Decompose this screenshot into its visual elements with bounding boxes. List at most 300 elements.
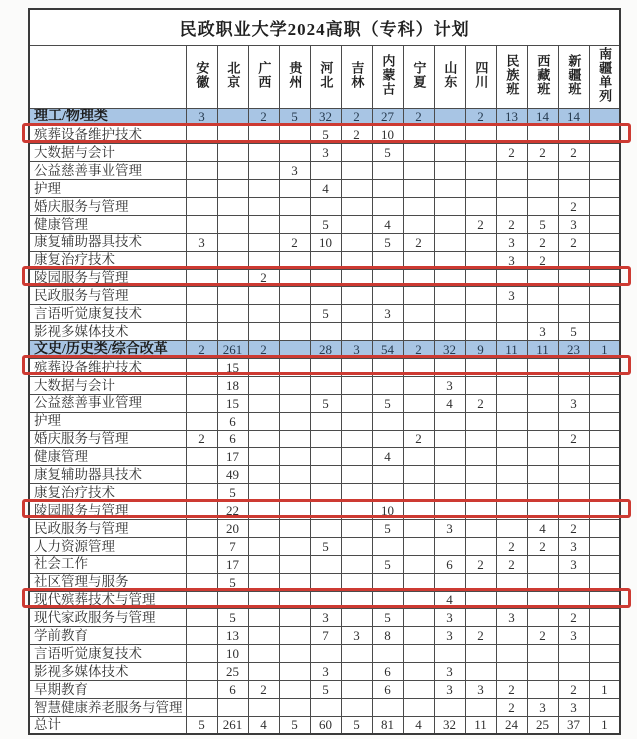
- column-header-label: 西藏班: [535, 53, 551, 96]
- value-cell: [217, 323, 248, 341]
- value-cell: [279, 144, 310, 162]
- corner-cell: [29, 45, 186, 108]
- column-header-4: [279, 45, 310, 108]
- value-cell: 6: [217, 681, 248, 699]
- value-cell: [403, 126, 434, 144]
- value-cell: [279, 537, 310, 555]
- value-cell: [248, 519, 279, 537]
- column-header-10: [465, 45, 496, 108]
- value-cell: [434, 305, 465, 323]
- row-label: 民政服务与管理: [29, 519, 186, 537]
- value-cell: [248, 358, 279, 376]
- value-cell: 3: [558, 394, 589, 412]
- value-cell: [372, 251, 403, 269]
- row-label: 言语听觉康复技术: [29, 645, 186, 663]
- value-cell: [341, 502, 372, 520]
- column-header-label: 南疆单列: [597, 46, 613, 103]
- value-cell: [248, 126, 279, 144]
- value-cell: [589, 484, 620, 502]
- value-cell: [341, 197, 372, 215]
- value-cell: 2: [465, 627, 496, 645]
- value-cell: 2: [496, 215, 527, 233]
- value-cell: 8: [372, 627, 403, 645]
- value-cell: [372, 698, 403, 716]
- value-cell: [372, 323, 403, 341]
- value-cell: [434, 698, 465, 716]
- value-cell: [248, 215, 279, 233]
- column-header-label: 广西: [256, 60, 272, 89]
- table-row: [29, 502, 620, 520]
- value-cell: 2: [558, 609, 589, 627]
- column-header-label: 民族班: [504, 53, 520, 96]
- value-cell: [310, 287, 341, 305]
- value-cell: 7: [310, 627, 341, 645]
- value-cell: 5: [279, 108, 310, 126]
- value-cell: [217, 591, 248, 609]
- value-cell: 18: [217, 376, 248, 394]
- value-cell: [558, 484, 589, 502]
- value-cell: [496, 394, 527, 412]
- value-cell: [279, 305, 310, 323]
- value-cell: [217, 108, 248, 126]
- value-cell: 3: [279, 162, 310, 180]
- row-label: 康复治疗技术: [29, 251, 186, 269]
- row-label: 大数据与会计: [29, 144, 186, 162]
- value-cell: [558, 502, 589, 520]
- value-cell: [434, 502, 465, 520]
- value-cell: 2: [558, 144, 589, 162]
- column-header-2: [217, 45, 248, 108]
- value-cell: [248, 430, 279, 448]
- table-row: [29, 681, 620, 699]
- row-label: 影视多媒体技术: [29, 323, 186, 341]
- value-cell: [465, 502, 496, 520]
- value-cell: [403, 519, 434, 537]
- value-cell: [341, 394, 372, 412]
- column-header-row: [29, 45, 620, 108]
- value-cell: 3: [496, 287, 527, 305]
- value-cell: [310, 430, 341, 448]
- value-cell: 3: [434, 681, 465, 699]
- value-cell: [186, 197, 217, 215]
- row-label: 护理: [29, 412, 186, 430]
- column-header-label: 山东: [442, 60, 458, 89]
- value-cell: [558, 448, 589, 466]
- total-row: [29, 716, 620, 734]
- value-cell: 60: [310, 716, 341, 734]
- value-cell: [372, 269, 403, 287]
- value-cell: [279, 341, 310, 359]
- value-cell: [465, 645, 496, 663]
- value-cell: [186, 323, 217, 341]
- value-cell: 5: [186, 716, 217, 734]
- value-cell: [341, 287, 372, 305]
- value-cell: 2: [248, 341, 279, 359]
- value-cell: [496, 376, 527, 394]
- row-label: 陵园服务与管理: [29, 502, 186, 520]
- value-cell: 2: [527, 251, 558, 269]
- value-cell: 6: [434, 555, 465, 573]
- value-cell: 3: [186, 233, 217, 251]
- value-cell: [465, 412, 496, 430]
- value-cell: [465, 484, 496, 502]
- value-cell: [434, 412, 465, 430]
- value-cell: [558, 305, 589, 323]
- value-cell: [465, 358, 496, 376]
- column-header-7: [372, 45, 403, 108]
- value-cell: [310, 484, 341, 502]
- column-header-8: [403, 45, 434, 108]
- value-cell: 2: [248, 108, 279, 126]
- value-cell: 5: [372, 519, 403, 537]
- value-cell: [589, 591, 620, 609]
- value-cell: 2: [496, 698, 527, 716]
- value-cell: [496, 162, 527, 180]
- value-cell: [465, 162, 496, 180]
- value-cell: [496, 591, 527, 609]
- value-cell: 3: [496, 233, 527, 251]
- value-cell: 10: [217, 645, 248, 663]
- value-cell: [310, 251, 341, 269]
- value-cell: [496, 627, 527, 645]
- value-cell: [465, 233, 496, 251]
- value-cell: 13: [217, 627, 248, 645]
- value-cell: [248, 555, 279, 573]
- value-cell: [589, 126, 620, 144]
- column-header-12: [527, 45, 558, 108]
- value-cell: 24: [496, 716, 527, 734]
- table-row: [29, 126, 620, 144]
- value-cell: [465, 430, 496, 448]
- value-cell: 3: [434, 609, 465, 627]
- value-cell: [527, 412, 558, 430]
- value-cell: [341, 466, 372, 484]
- table-row: [29, 412, 620, 430]
- value-cell: 3: [558, 537, 589, 555]
- value-cell: 2: [186, 341, 217, 359]
- table-wrapper: [28, 8, 621, 735]
- value-cell: 81: [372, 716, 403, 734]
- value-cell: [217, 287, 248, 305]
- value-cell: [558, 466, 589, 484]
- table-row: [29, 323, 620, 341]
- value-cell: 13: [496, 108, 527, 126]
- value-cell: [527, 663, 558, 681]
- row-label: 婚庆服务与管理: [29, 430, 186, 448]
- value-cell: [279, 609, 310, 627]
- value-cell: [248, 466, 279, 484]
- table-body: [29, 108, 620, 734]
- value-cell: [465, 448, 496, 466]
- value-cell: [496, 519, 527, 537]
- value-cell: [434, 484, 465, 502]
- value-cell: [341, 412, 372, 430]
- row-label: 康复辅助器具技术: [29, 466, 186, 484]
- value-cell: [403, 609, 434, 627]
- value-cell: [248, 591, 279, 609]
- row-label: 殡葬设备维护技术: [29, 126, 186, 144]
- value-cell: [527, 609, 558, 627]
- column-header-11: [496, 45, 527, 108]
- value-cell: 2: [558, 197, 589, 215]
- value-cell: [434, 448, 465, 466]
- value-cell: 4: [434, 394, 465, 412]
- value-cell: 3: [310, 663, 341, 681]
- value-cell: [589, 412, 620, 430]
- value-cell: 54: [372, 341, 403, 359]
- value-cell: [403, 394, 434, 412]
- value-cell: [217, 233, 248, 251]
- value-cell: [589, 305, 620, 323]
- value-cell: [434, 162, 465, 180]
- column-header-label: 安徽: [194, 60, 210, 89]
- value-cell: 6: [217, 430, 248, 448]
- value-cell: [403, 663, 434, 681]
- value-cell: [341, 537, 372, 555]
- value-cell: [186, 162, 217, 180]
- value-cell: 2: [527, 233, 558, 251]
- table-row: [29, 663, 620, 681]
- value-cell: [279, 519, 310, 537]
- value-cell: [186, 251, 217, 269]
- table-row: [29, 609, 620, 627]
- value-cell: [310, 573, 341, 591]
- value-cell: 261: [217, 716, 248, 734]
- row-label: 康复辅助器具技术: [29, 233, 186, 251]
- value-cell: [558, 358, 589, 376]
- value-cell: [465, 197, 496, 215]
- value-cell: 2: [248, 269, 279, 287]
- value-cell: [279, 323, 310, 341]
- value-cell: [248, 287, 279, 305]
- value-cell: 5: [372, 144, 403, 162]
- value-cell: [186, 663, 217, 681]
- table-row: [29, 698, 620, 716]
- value-cell: 1: [589, 341, 620, 359]
- value-cell: [372, 573, 403, 591]
- value-cell: [434, 180, 465, 198]
- value-cell: [527, 484, 558, 502]
- value-cell: [496, 430, 527, 448]
- value-cell: 5: [310, 394, 341, 412]
- value-cell: 3: [434, 663, 465, 681]
- value-cell: [186, 466, 217, 484]
- value-cell: [434, 466, 465, 484]
- value-cell: 32: [434, 341, 465, 359]
- value-cell: [372, 430, 403, 448]
- value-cell: [248, 698, 279, 716]
- value-cell: 10: [372, 126, 403, 144]
- value-cell: [186, 412, 217, 430]
- value-cell: 3: [496, 251, 527, 269]
- value-cell: [589, 448, 620, 466]
- value-cell: [496, 323, 527, 341]
- value-cell: [248, 323, 279, 341]
- value-cell: [558, 162, 589, 180]
- value-cell: [434, 251, 465, 269]
- value-cell: [465, 698, 496, 716]
- value-cell: [465, 609, 496, 627]
- value-cell: 2: [496, 555, 527, 573]
- value-cell: 25: [217, 663, 248, 681]
- value-cell: 4: [310, 180, 341, 198]
- value-cell: [279, 698, 310, 716]
- value-cell: [372, 412, 403, 430]
- row-label: 理工/物理类: [29, 108, 186, 126]
- value-cell: [558, 573, 589, 591]
- value-cell: 2: [403, 108, 434, 126]
- value-cell: [310, 519, 341, 537]
- value-cell: [310, 358, 341, 376]
- value-cell: [403, 681, 434, 699]
- value-cell: [341, 681, 372, 699]
- value-cell: [372, 162, 403, 180]
- value-cell: [589, 215, 620, 233]
- value-cell: [341, 430, 372, 448]
- table-row: [29, 376, 620, 394]
- value-cell: [279, 412, 310, 430]
- value-cell: 14: [558, 108, 589, 126]
- value-cell: [372, 466, 403, 484]
- value-cell: [558, 251, 589, 269]
- value-cell: [496, 358, 527, 376]
- value-cell: [403, 197, 434, 215]
- value-cell: [279, 502, 310, 520]
- value-cell: [403, 180, 434, 198]
- value-cell: [310, 466, 341, 484]
- value-cell: [372, 645, 403, 663]
- value-cell: 5: [217, 573, 248, 591]
- value-cell: 1: [589, 681, 620, 699]
- value-cell: [527, 376, 558, 394]
- value-cell: [589, 537, 620, 555]
- value-cell: [527, 645, 558, 663]
- value-cell: [558, 663, 589, 681]
- value-cell: [341, 645, 372, 663]
- value-cell: [217, 269, 248, 287]
- row-label: 早期教育: [29, 681, 186, 699]
- value-cell: [248, 448, 279, 466]
- value-cell: [310, 555, 341, 573]
- value-cell: [434, 537, 465, 555]
- value-cell: [465, 376, 496, 394]
- value-cell: [279, 484, 310, 502]
- value-cell: [589, 555, 620, 573]
- value-cell: [248, 609, 279, 627]
- column-header-label: 河北: [318, 60, 334, 89]
- row-label: 健康管理: [29, 448, 186, 466]
- value-cell: [310, 323, 341, 341]
- value-cell: [496, 573, 527, 591]
- value-cell: [341, 144, 372, 162]
- value-cell: 5: [527, 215, 558, 233]
- value-cell: [527, 287, 558, 305]
- value-cell: [496, 126, 527, 144]
- value-cell: 3: [434, 627, 465, 645]
- column-header-label: 新疆班: [566, 53, 582, 96]
- value-cell: [186, 573, 217, 591]
- value-cell: [496, 466, 527, 484]
- value-cell: [186, 591, 217, 609]
- value-cell: [527, 126, 558, 144]
- value-cell: [310, 376, 341, 394]
- value-cell: [341, 698, 372, 716]
- value-cell: [279, 663, 310, 681]
- value-cell: [434, 233, 465, 251]
- value-cell: [186, 448, 217, 466]
- value-cell: 4: [527, 519, 558, 537]
- value-cell: [558, 287, 589, 305]
- row-label: 言语听觉康复技术: [29, 305, 186, 323]
- value-cell: [217, 197, 248, 215]
- value-cell: [217, 126, 248, 144]
- row-label: 民政服务与管理: [29, 287, 186, 305]
- value-cell: 49: [217, 466, 248, 484]
- value-cell: 2: [279, 233, 310, 251]
- value-cell: 3: [341, 341, 372, 359]
- value-cell: 37: [558, 716, 589, 734]
- value-cell: 3: [558, 215, 589, 233]
- value-cell: 3: [372, 305, 403, 323]
- value-cell: [186, 627, 217, 645]
- value-cell: 5: [372, 233, 403, 251]
- value-cell: [186, 305, 217, 323]
- value-cell: 4: [248, 716, 279, 734]
- value-cell: [403, 627, 434, 645]
- value-cell: 27: [372, 108, 403, 126]
- value-cell: 23: [558, 341, 589, 359]
- enrollment-plan-table: [28, 8, 621, 735]
- value-cell: [403, 215, 434, 233]
- table-row: [29, 162, 620, 180]
- value-cell: 2: [465, 215, 496, 233]
- value-cell: 22: [217, 502, 248, 520]
- value-cell: [186, 609, 217, 627]
- value-cell: [248, 305, 279, 323]
- value-cell: 3: [558, 555, 589, 573]
- value-cell: [217, 162, 248, 180]
- row-label: 公益慈善事业管理: [29, 394, 186, 412]
- value-cell: 2: [186, 430, 217, 448]
- value-cell: [341, 269, 372, 287]
- value-cell: 2: [465, 394, 496, 412]
- section-header-row: [29, 108, 620, 126]
- value-cell: [496, 269, 527, 287]
- value-cell: 5: [372, 555, 403, 573]
- value-cell: 7: [217, 537, 248, 555]
- value-cell: [186, 287, 217, 305]
- value-cell: [558, 591, 589, 609]
- value-cell: 2: [465, 108, 496, 126]
- table-row: [29, 144, 620, 162]
- table-row: [29, 591, 620, 609]
- table-row: [29, 358, 620, 376]
- value-cell: [341, 663, 372, 681]
- row-label: 社区管理与服务: [29, 573, 186, 591]
- value-cell: [403, 466, 434, 484]
- value-cell: 5: [558, 323, 589, 341]
- row-label: 智慧健康养老服务与管理: [29, 698, 186, 716]
- value-cell: [589, 573, 620, 591]
- value-cell: [403, 645, 434, 663]
- value-cell: 5: [217, 609, 248, 627]
- value-cell: 2: [403, 430, 434, 448]
- value-cell: [372, 180, 403, 198]
- value-cell: 17: [217, 448, 248, 466]
- value-cell: [434, 108, 465, 126]
- value-cell: [589, 358, 620, 376]
- value-cell: [434, 645, 465, 663]
